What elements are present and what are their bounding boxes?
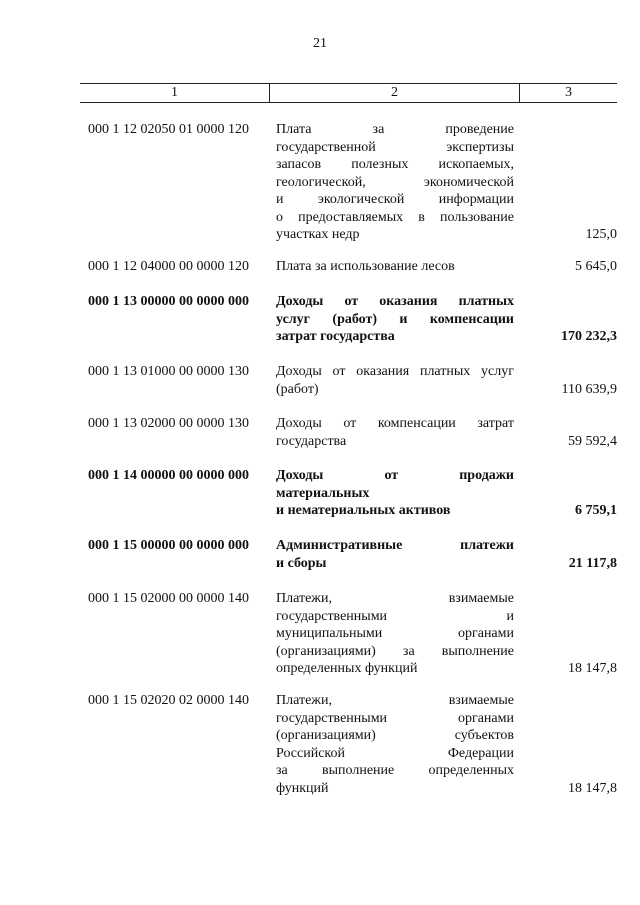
- description-line: услуг (работ) и компенсации: [276, 311, 514, 327]
- header-col-2: 2: [270, 84, 520, 102]
- description-line: Российской Федерации: [276, 745, 514, 761]
- row-description: [276, 121, 514, 244]
- budget-code: 000 1 13 02000 00 0000 130: [88, 416, 249, 431]
- description-line: Платежи, взимаемые: [276, 591, 514, 606]
- budget-code: 000 1 13 01000 00 0000 130: [88, 364, 249, 379]
- row-description: [276, 293, 514, 346]
- amount: 6 759,1: [575, 503, 617, 518]
- description-line: материальных: [276, 485, 370, 501]
- amount: 170 232,3: [561, 329, 617, 344]
- description-line: (организациями) за выполнение: [276, 643, 514, 659]
- description-line: Доходы от оказания платных: [276, 294, 514, 309]
- description-line: Административные платежи: [276, 538, 514, 553]
- description-line: за выполнение определенных: [276, 763, 514, 778]
- description-line: государства: [276, 433, 347, 449]
- budget-code: 000 1 13 00000 00 0000 000: [88, 294, 249, 309]
- description-line: участках недр: [276, 227, 360, 242]
- description-line: Плата за использование лесов: [276, 259, 455, 274]
- row-description: [276, 258, 514, 276]
- amount: 21 117,8: [568, 555, 617, 571]
- table-header: [80, 83, 617, 103]
- description-line: муниципальными органами: [276, 626, 514, 641]
- description-line: и нематериальных активов: [276, 503, 451, 518]
- row-description: [276, 537, 514, 572]
- description-line: Доходы от оказания платных услуг: [276, 364, 514, 379]
- budget-code: 000 1 14 00000 00 0000 000: [88, 468, 249, 483]
- amount: 125,0: [585, 227, 617, 242]
- budget-code: 000 1 15 00000 00 0000 000: [88, 538, 249, 553]
- description-line: Доходы от продажи: [276, 468, 514, 483]
- row-description: [276, 590, 514, 678]
- amount: 59 592,4: [568, 433, 617, 449]
- amount: 110 639,9: [561, 381, 617, 397]
- description-line: государственной экспертизы: [276, 139, 514, 155]
- budget-code: 000 1 12 04000 00 0000 120: [88, 259, 249, 274]
- description-line: определенных функций: [276, 661, 418, 676]
- budget-code: 000 1 15 02020 02 0000 140: [88, 693, 249, 708]
- description-line: Платежи, взимаемые: [276, 693, 514, 708]
- page-number: 21: [313, 36, 327, 51]
- budget-code: 000 1 12 02050 01 0000 120: [88, 122, 249, 137]
- description-line: функций: [276, 780, 329, 796]
- budget-code: 000 1 15 02000 00 0000 140: [88, 591, 249, 606]
- row-description: [276, 692, 514, 797]
- amount: 18 147,8: [568, 780, 617, 796]
- row-description: [276, 467, 514, 520]
- row-description: [276, 415, 514, 450]
- description-line: (организациями) субъектов: [276, 728, 514, 743]
- amount: 18 147,8: [568, 661, 617, 676]
- description-line: (работ): [276, 381, 319, 397]
- header-col-1: 1: [80, 84, 270, 102]
- description-line: Доходы от компенсации затрат: [276, 416, 514, 431]
- description-line: запасов полезных ископаемых,: [276, 157, 514, 172]
- amount: 5 645,0: [575, 259, 617, 274]
- row-description: [276, 363, 514, 398]
- description-line: затрат государства: [276, 329, 395, 344]
- description-line: Плата за проведение: [276, 122, 514, 137]
- description-line: о предоставляемых в пользование: [276, 209, 514, 225]
- description-line: геологической, экономической: [276, 174, 514, 190]
- description-line: государственными органами: [276, 710, 514, 726]
- header-col-3: 3: [565, 85, 572, 100]
- description-line: и экологической информации: [276, 192, 514, 207]
- description-line: государственными и: [276, 608, 514, 624]
- description-line: и сборы: [276, 555, 327, 571]
